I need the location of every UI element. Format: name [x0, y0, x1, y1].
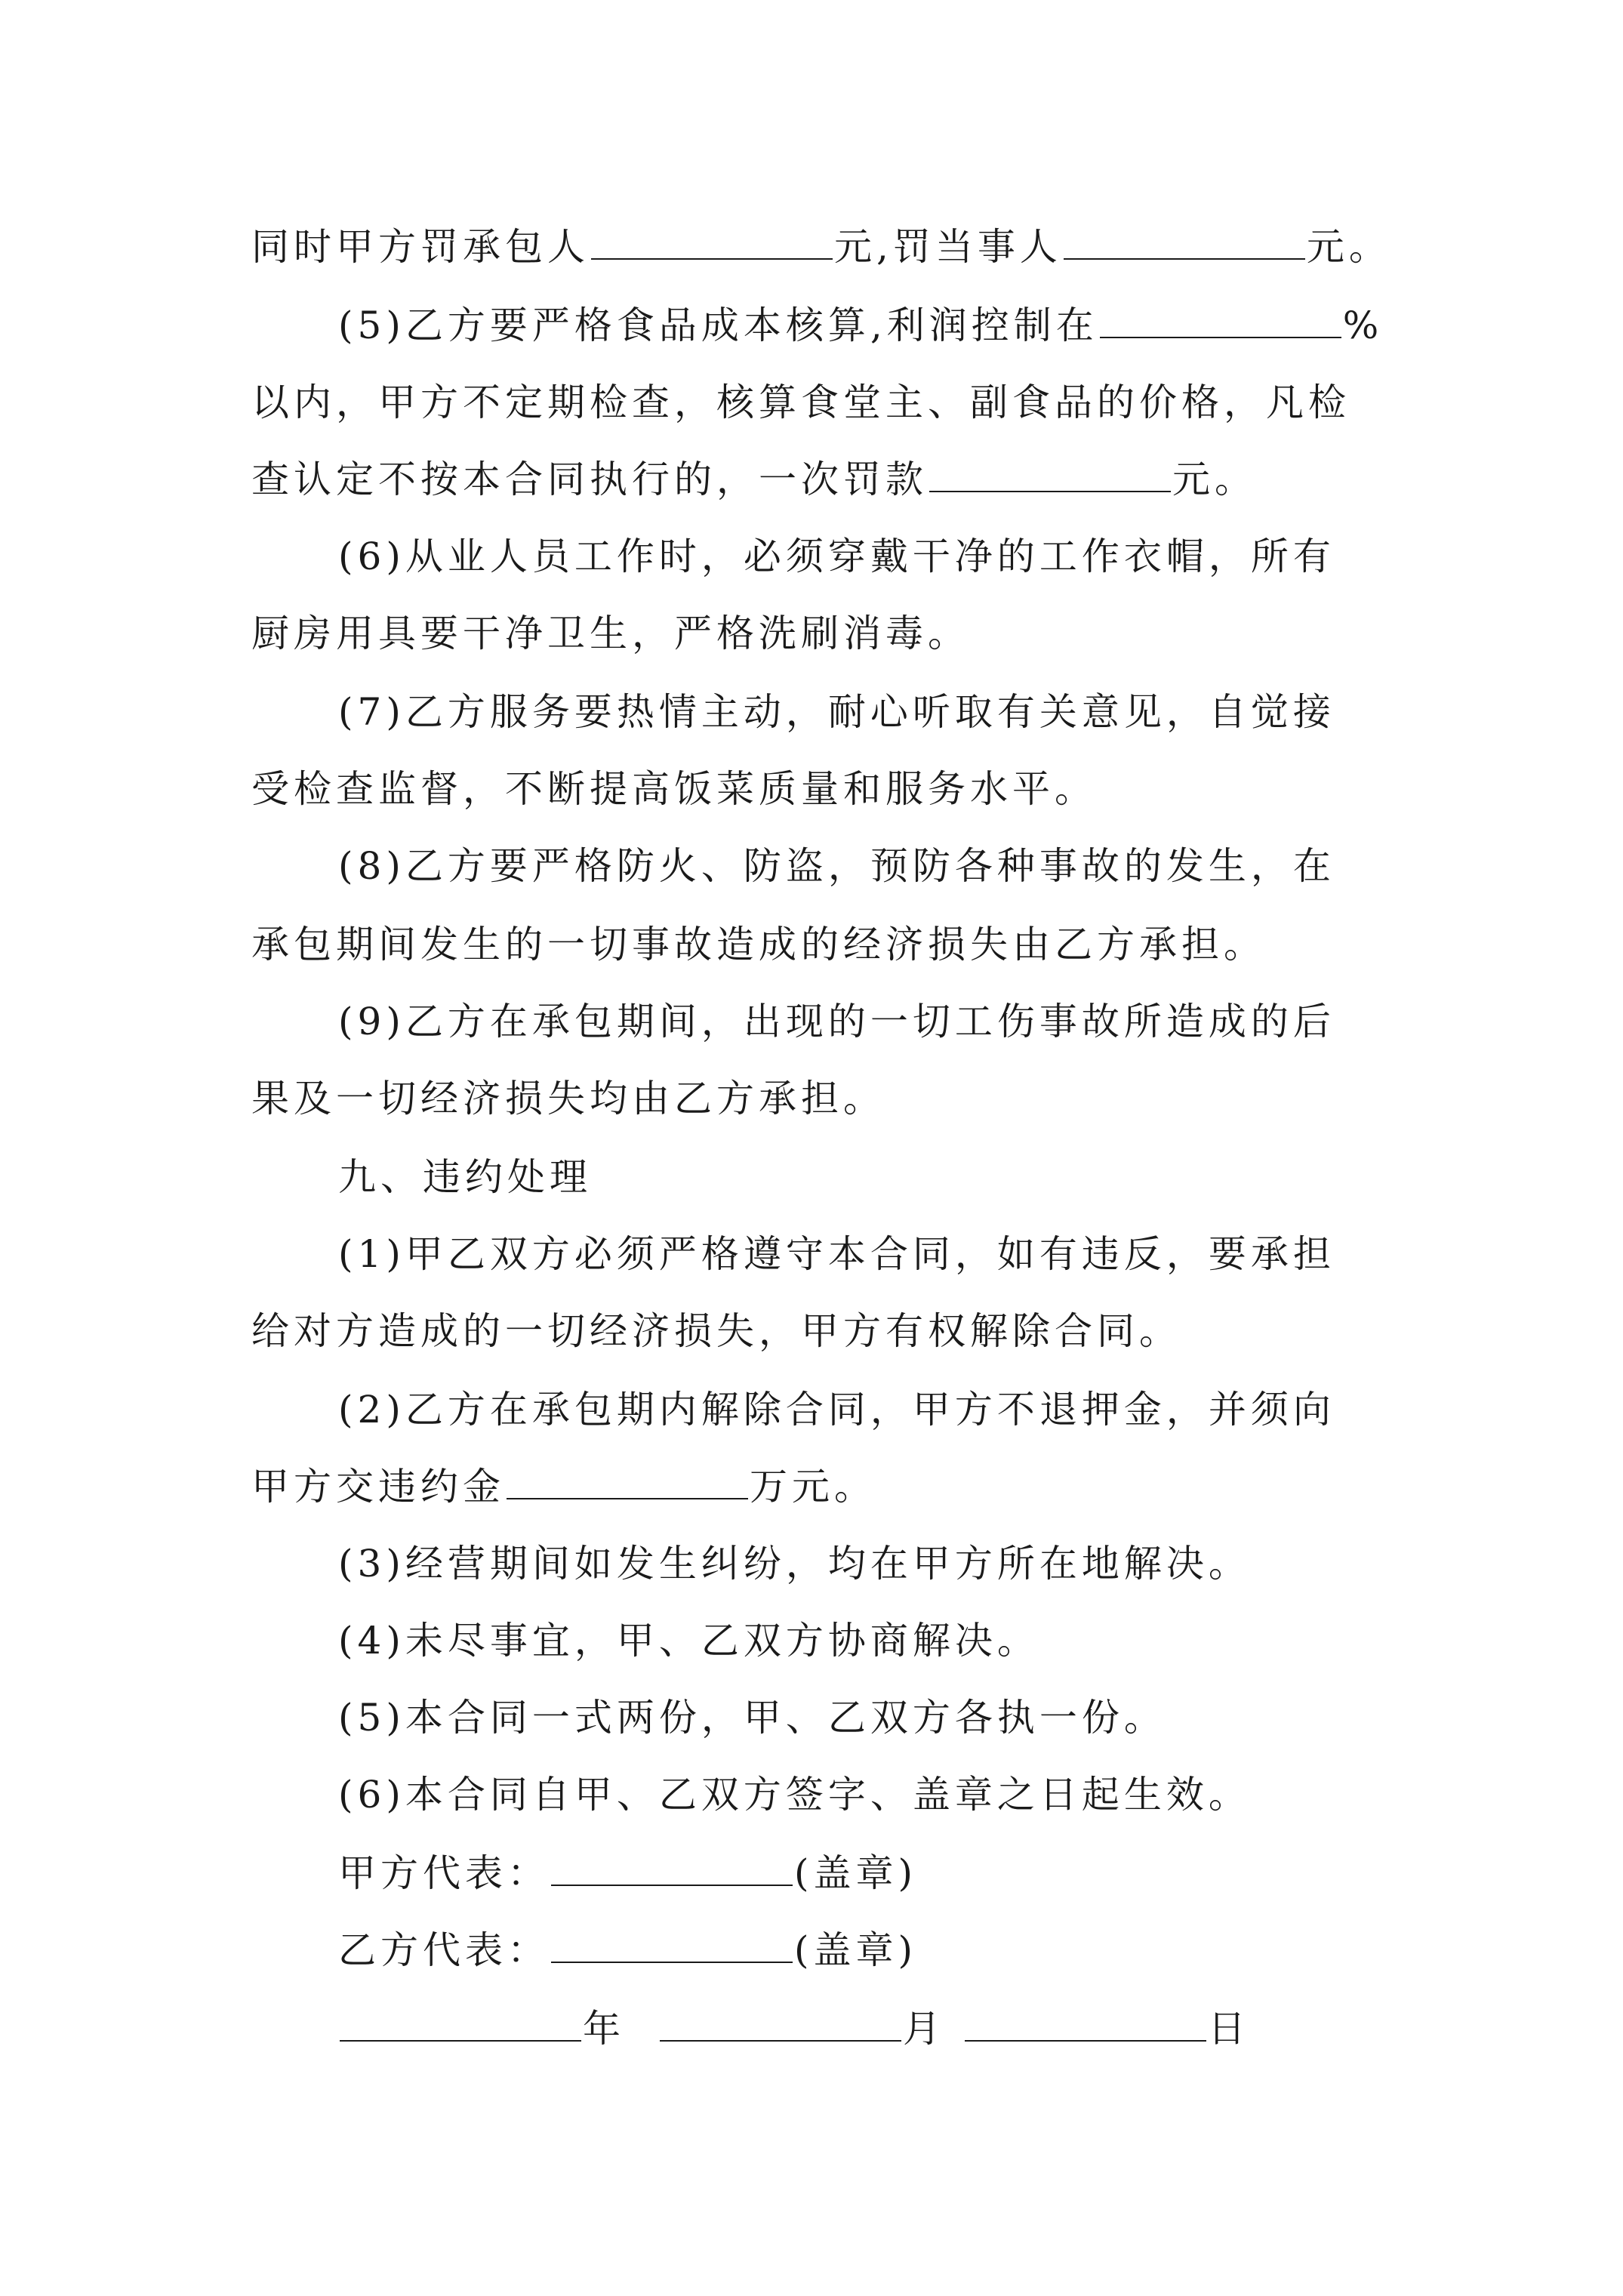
- line-21-part-1: (6)本合同自甲、乙双方签字、盖章之日起生效。: [338, 1773, 1251, 1817]
- fine-amount-blank: [929, 455, 1171, 492]
- line-11-part-1: (9)乙方在承包期间，出现的一切工伤事故所造成的后: [338, 1000, 1335, 1043]
- text-line-3: [251, 376, 1350, 429]
- text-line-18: [338, 1537, 1251, 1590]
- line-1-part-2: 元,罚当事人: [834, 225, 1062, 269]
- text-line-14: [338, 1228, 1335, 1281]
- line-14-part-1: (1)甲乙双方必须严格遵守本合同，如有违反，要承担: [338, 1232, 1335, 1276]
- text-line-11: [338, 995, 1335, 1048]
- line-5-part-1: (6)从业人员工作时，必须穿戴干净的工作衣帽，所有: [338, 535, 1335, 578]
- line-12-part-1: 果及一切经济损失均由乙方承担。: [251, 1077, 885, 1120]
- line-2-part-1: (5)乙方要严格食品成本核算,利润控制在: [338, 304, 1098, 347]
- line-3-part-1: 以内，甲方不定期检查，核算食堂主、副食品的价格，凡检: [251, 381, 1350, 424]
- line-17-part-2: 万元。: [750, 1465, 876, 1509]
- text-line-1: [251, 220, 1391, 273]
- day-label: 日: [1208, 2007, 1250, 2051]
- line-8-part-1: 受检查监督，不断提高饭菜质量和服务水平。: [251, 767, 1097, 811]
- section-heading-breach: [338, 1151, 592, 1203]
- party-b-signature-blank: [551, 1925, 793, 1963]
- line-7-part-1: (7)乙方服务要热情主动，耐心听取有关意见，自觉接: [338, 690, 1335, 734]
- text-line-20: [338, 1691, 1166, 1744]
- text-line-10: [251, 918, 1266, 971]
- party-a-label: 甲方代表：: [338, 1851, 550, 1895]
- text-line-16: [338, 1383, 1335, 1436]
- party-a-signature-blank: [551, 1848, 793, 1886]
- month-blank: [660, 2004, 901, 2042]
- text-line-12: [251, 1072, 885, 1125]
- party-b-label: 乙方代表：: [338, 1928, 550, 1972]
- line-18-part-1: (3)经营期间如发生纠纷，均在甲方所在地解决。: [338, 1542, 1251, 1586]
- penalty-contractor-blank: [591, 222, 833, 260]
- penalty-party-blank: [1064, 222, 1305, 260]
- party-b-signature-line: [338, 1924, 917, 1977]
- year-blank: [340, 2004, 581, 2042]
- text-line-6: [251, 607, 970, 660]
- line-13-part-1: 九、违约处理: [338, 1155, 592, 1199]
- line-6-part-1: 厨房用具要干净卫生，严格洗刷消毒。: [251, 612, 970, 655]
- line-2-part-2: %: [1342, 304, 1384, 347]
- line-9-part-1: (8)乙方要严格防火、防盗，预防各种事故的发生，在: [338, 844, 1335, 888]
- day-blank: [965, 2004, 1206, 2042]
- text-line-21: [338, 1768, 1251, 1821]
- month-label: 月: [903, 2007, 945, 2051]
- line-1-part-1: 同时甲方罚承包人: [251, 225, 590, 269]
- line-19-part-1: (4)未尽事宜，甲、乙双方协商解决。: [338, 1619, 1039, 1663]
- line-16-part-1: (2)乙方在承包期内解除合同，甲方不退押金，并须向: [338, 1388, 1335, 1432]
- text-line-19: [338, 1614, 1039, 1667]
- text-line-5: [338, 530, 1335, 583]
- text-line-17: [251, 1460, 876, 1513]
- party-a-signature-line: [338, 1847, 917, 1900]
- line-4-part-2: 元。: [1172, 458, 1257, 501]
- text-line-15: [251, 1305, 1181, 1358]
- profit-percent-blank: [1100, 300, 1341, 338]
- penalty-deposit-blank: [507, 1462, 748, 1499]
- line-20-part-1: (5)本合同一式两份，甲、乙双方各执一份。: [338, 1696, 1166, 1740]
- line-10-part-1: 承包期间发生的一切事故造成的经济损失由乙方承担。: [251, 923, 1266, 966]
- line-1-part-3: 元。: [1306, 225, 1391, 269]
- date-line: [338, 2002, 1250, 2055]
- text-line-2: [338, 299, 1383, 352]
- year-label: 年: [583, 2007, 625, 2051]
- line-4-part-1: 查认定不按本合同执行的，一次罚款: [251, 458, 928, 501]
- text-line-4: [251, 453, 1257, 506]
- text-line-9: [338, 840, 1335, 892]
- text-line-7: [338, 686, 1335, 738]
- line-15-part-1: 给对方造成的一切经济损失，甲方有权解除合同。: [251, 1309, 1181, 1353]
- text-line-8: [251, 763, 1097, 815]
- line-17-part-1: 甲方交违约金: [251, 1465, 505, 1509]
- party-a-seal-label: (盖章): [794, 1851, 918, 1895]
- party-b-seal-label: (盖章): [794, 1928, 918, 1972]
